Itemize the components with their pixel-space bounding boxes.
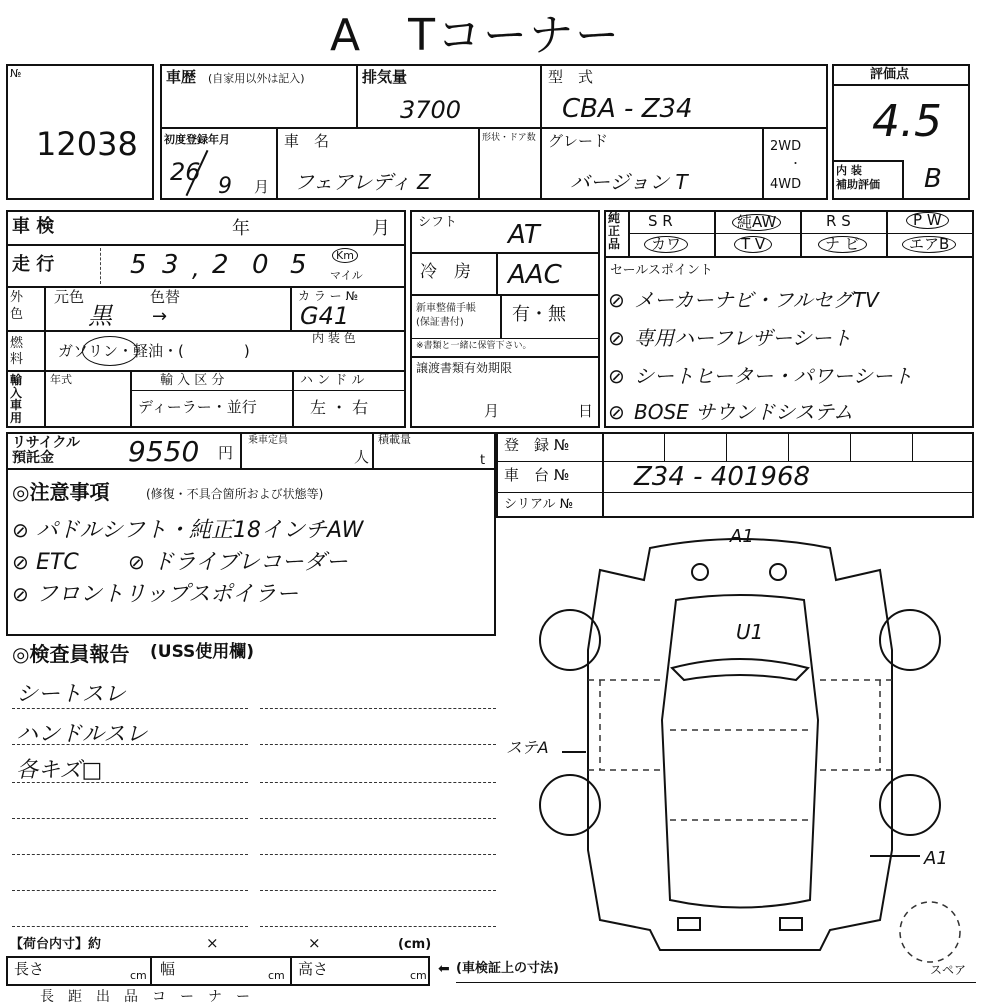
genuine-rs: R S — [826, 212, 851, 230]
cargo-unit: (cm) — [398, 937, 432, 952]
ac-value: AAC — [508, 260, 562, 290]
notes-item-3: ドライブレコーダー — [152, 550, 348, 575]
inspector-line-6 — [12, 890, 248, 891]
genuine-navi: ナ ビ — [818, 236, 867, 253]
cargo-label: 【荷台内寸】約 — [10, 937, 102, 952]
inspector-line-5 — [12, 854, 248, 855]
notes-item-4: フロントリップスポイラー — [36, 582, 299, 607]
cargo-length: 長さ — [14, 960, 45, 978]
shift-label: シフト — [418, 215, 458, 230]
mark-front: A1 — [730, 526, 754, 547]
color-no-label: カ ラ ー № — [298, 289, 358, 303]
notes-mark-4: ⊘ — [12, 582, 29, 606]
cargo-x1: × — [206, 934, 219, 952]
headlight-left — [692, 564, 708, 580]
page-title: A Tコーナー — [330, 10, 621, 61]
door-dashes-right — [820, 680, 892, 770]
model-label: 型 式 — [548, 68, 594, 86]
cargo-box — [6, 956, 430, 986]
genuine-tv: T V — [734, 236, 772, 253]
load-label: 積載量 — [378, 433, 411, 446]
mileage-label: 走 行 — [12, 254, 55, 275]
car-outline — [588, 539, 892, 950]
notes-mark-2: ⊘ — [12, 550, 29, 574]
mark-rear: A1 — [924, 848, 948, 869]
sales-mark-1: ⊘ — [608, 288, 625, 312]
inspector-line-7b — [260, 926, 496, 927]
drive-dot: ・ — [790, 157, 801, 170]
manual-value: 有・無 — [512, 304, 566, 325]
spare-label: スペア — [930, 963, 967, 977]
first-reg-month: 9 — [218, 174, 232, 199]
handle-label: ハ ン ド ル — [300, 373, 365, 388]
wheel-fl — [540, 610, 600, 670]
genuine-pw: P W — [906, 212, 949, 229]
car-diagram — [500, 520, 990, 965]
score-label: 評価点 — [870, 67, 910, 82]
first-reg-month-unit: 月 — [254, 178, 270, 196]
mileage-unit-mile: マイル — [330, 269, 363, 282]
outer-color-label: 外色 — [10, 290, 24, 322]
recycle-unit: 円 — [218, 444, 234, 462]
reg-label: 登 録 № — [504, 436, 570, 454]
orig-color-label: 元色 — [54, 288, 85, 306]
sales-mark-4: ⊘ — [608, 400, 625, 424]
history-label: 車歴 — [166, 68, 197, 86]
grade-value: バージョン T — [570, 170, 688, 194]
orig-color-value: 黒 — [88, 302, 112, 330]
mileage-sep: , — [192, 254, 200, 282]
notes-sub: (修復・不具合箇所および状態等) — [146, 487, 324, 501]
first-reg-label: 初度登録年月 — [164, 133, 230, 146]
manual-note: ※書類と一緒に保管下さい。 — [416, 341, 532, 351]
capacity-unit: 人 — [354, 448, 370, 466]
displacement-value: 3700 — [400, 96, 462, 124]
notes-mark-1: ⊘ — [12, 518, 29, 542]
inspector-line-6b — [260, 890, 496, 891]
inspector-line-1 — [12, 708, 248, 709]
transfer-month: 月 — [484, 402, 500, 420]
import-label: 輸入車用 — [10, 373, 23, 425]
genuine-label: 純正品 — [608, 211, 621, 252]
interior-color-label: 内 装 色 — [312, 331, 356, 345]
cert-arrow-icon: ⬅ — [438, 961, 450, 977]
repaint-value: → — [152, 306, 168, 327]
mileage-digit-2: 3 — [162, 250, 179, 280]
cargo-length-cm: cm — [130, 969, 147, 982]
fuel-options: ガソリン・軽油・( ) — [58, 342, 250, 360]
chassis-label: 車 台 № — [504, 466, 570, 484]
cargo-width: 幅 — [160, 960, 176, 978]
displacement-label: 排気量 — [362, 68, 408, 86]
sales-item-1: メーカーナビ・フルセグTV — [634, 288, 879, 312]
shape-label: 形状・ドア数 — [482, 133, 536, 143]
inspector-item-2: ハンドルスレ — [16, 722, 148, 747]
sales-item-4: BOSE サウンドシステム — [634, 400, 854, 424]
mileage-digit-1: 5 — [130, 250, 147, 280]
notes-item-2: ETC — [36, 550, 79, 575]
inspector-item-3: 各キズ□ — [16, 758, 103, 783]
import-type-value: ディーラー・並行 — [138, 398, 257, 416]
cert-note: (車検証上の寸法) — [456, 961, 559, 976]
genuine-aw: 純AW — [732, 214, 781, 231]
recycle-label: リサイクル 預託金 — [12, 435, 81, 467]
genuine-airbag: エアB — [902, 236, 956, 253]
cargo-x2: × — [308, 934, 321, 952]
score-value: 4.5 — [872, 96, 942, 147]
door-dashes-left — [588, 680, 660, 770]
model-value: CBA - Z34 — [562, 94, 693, 124]
windscreen — [672, 659, 808, 680]
first-reg-year: 26 — [170, 158, 201, 186]
inspector-line-3 — [12, 782, 248, 783]
inspection-label: 車 検 — [12, 216, 55, 237]
interior-score-value: B — [924, 164, 942, 194]
car-name-value: フェアレディ Z — [294, 170, 431, 194]
notes-label: ◎注意事項 — [12, 480, 110, 504]
inspector-sub: (USS使用欄) — [150, 642, 255, 662]
cargo-height: 高さ — [298, 960, 329, 978]
drive-2wd: 2WD — [770, 139, 802, 154]
repaint-label: 色替 — [150, 288, 181, 306]
rear-light-left — [678, 918, 700, 930]
recycle-value: 9550 — [128, 435, 200, 468]
color-no-value: G41 — [300, 302, 350, 330]
rear-light-right — [780, 918, 802, 930]
capacity-label: 乗車定員 — [248, 435, 288, 446]
manual-label: 新車整備手帳 (保証書付) — [416, 303, 476, 328]
fuel-label: 燃料 — [10, 336, 24, 367]
fuel-gasoline-circle — [82, 336, 138, 366]
mark-roof: U1 — [736, 620, 764, 644]
notes-item-1: パドルシフト・純正18インチAW — [36, 518, 364, 543]
inspector-label: ◎検査員報告 — [12, 642, 130, 666]
sales-mark-3: ⊘ — [608, 364, 625, 388]
sales-mark-2: ⊘ — [608, 326, 625, 350]
drive-4wd: 4WD — [770, 177, 802, 192]
wheel-rl — [540, 775, 600, 835]
inspector-line-3b — [260, 782, 496, 783]
grade-label: グレード — [548, 132, 609, 150]
sales-label: セールスポイント — [610, 263, 713, 278]
transfer-label: 譲渡書類有効期限 — [416, 361, 513, 375]
import-year-label: 年式 — [50, 373, 72, 386]
wheel-rr — [880, 775, 940, 835]
roof-dashes — [670, 730, 810, 820]
inspector-line-2b — [260, 744, 496, 745]
inspector-line-4 — [12, 818, 248, 819]
sales-item-2: 専用ハーフレザーシート — [634, 326, 852, 350]
lot-label: № — [10, 67, 22, 80]
bottom-text: 長 距 出 品 コ ー ナ ー — [40, 989, 250, 1005]
history-note: (自家用以外は記入) — [208, 72, 305, 85]
inspector-line-2 — [12, 744, 248, 745]
genuine-leather: カワ — [644, 236, 688, 253]
inspector-line-4b — [260, 818, 496, 819]
lot-number: 12038 — [36, 125, 138, 163]
car-name-label: 車 名 — [284, 132, 330, 150]
sales-item-3: シートヒーター・パワーシート — [634, 364, 913, 388]
handle-value: 左 ・ 右 — [310, 398, 369, 417]
cargo-height-cm: cm — [410, 969, 427, 982]
inspection-year: 年 — [232, 218, 250, 239]
mileage-unit-km: Km — [332, 248, 358, 263]
transfer-day: 日 — [578, 402, 594, 420]
wheel-fr — [880, 610, 940, 670]
cargo-width-cm: cm — [268, 969, 285, 982]
import-type-label: 輸 入 区 分 — [160, 373, 225, 388]
load-unit: t — [480, 453, 486, 468]
inspection-month: 月 — [372, 218, 390, 239]
chassis-value: Z34 - 401968 — [634, 462, 811, 492]
inspector-item-1: シートスレ — [16, 682, 126, 707]
inspector-line-1b — [260, 708, 496, 709]
genuine-sr: S R — [648, 212, 673, 230]
mileage-digit-5: 5 — [290, 250, 307, 280]
shift-value: AT — [508, 220, 540, 250]
mark-rocker: ステA — [506, 738, 549, 757]
ac-label: 冷 房 — [420, 262, 471, 282]
serial-label: シリアル № — [504, 497, 574, 512]
notes-mark-3: ⊘ — [128, 550, 145, 574]
mileage-digit-3: 2 — [212, 250, 229, 280]
mileage-digit-4: 0 — [252, 250, 269, 280]
interior-score-label: 内 装 補助評価 — [836, 164, 880, 192]
spare-circle — [900, 902, 960, 962]
inspector-line-7 — [12, 926, 248, 927]
headlight-right — [770, 564, 786, 580]
inspector-line-5b — [260, 854, 496, 855]
